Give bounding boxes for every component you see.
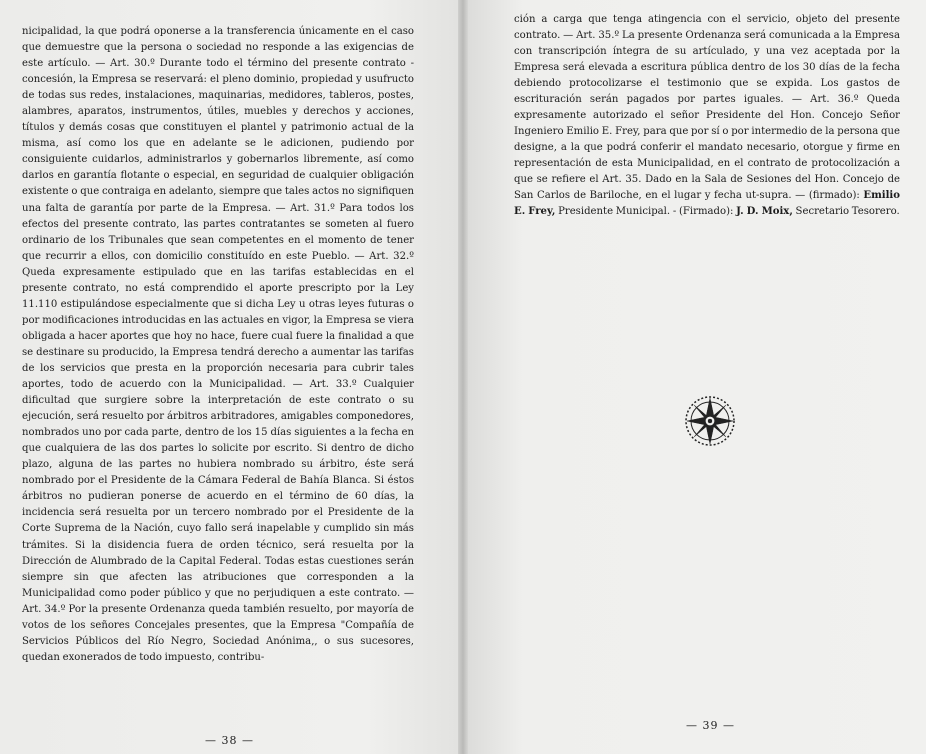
- right-page: [468, 0, 926, 754]
- left-page-number: — 38 —: [205, 734, 254, 747]
- right-page-main-text: ción a carga que tenga atingencia con el servicio, objeto del presente contrato. — Art. 35.º La presente Ordenanza será comunicada a la Empresa con transcripción íntegra de su artículado, y una vez aceptada por la Empresa será elevada a escritura pública dentro de los 30 días de la fecha debiendo protocolizarse el testimonio que se expida. Los gastos de escrituración serán pagados por partes iguales. — Art. 36.º Queda expresamente autorizado el señor Presidente del Hon. Concejo Señor Ingeniero Emilio E. Frey, para que por sí o por intermedio de la persona que designe, a la que podrá conferir el mandato necesario, otorgue y firme en representación de esta Municipalidad, en el contrato de protocolización a que se refiere el Art. 35. Dado en la Sala de Sesiones del Hon. Concejo de San Carlos de Bariloche, en el lugar y fecha ut-supra. — (firmado):: [514, 14, 900, 201]
- left-page: [0, 0, 458, 754]
- signer-2-name: J. D. Moix,: [736, 206, 793, 217]
- signer-2-title: Secretario Tesorero.: [792, 206, 900, 217]
- signer-1-name: Emilio E. Frey,: [514, 190, 900, 217]
- left-page-body-text: nicipalidad, la que podrá oponerse a la transferencia únicamente en el caso que demuestre que la persona o sociedad no responde a las exigencias de este artículo. — Art. 30.º Durante todo el término del presente contrato - concesión, la Empresa se reservará: el pleno dominio, propiedad y usufructo de todas sus redes, instalaciones, maquinarias, medidores, tableros, postes, alambres, aparatos, instrumentos, útiles, muebles y derechos y acciones, títulos y demás cosas que constituyen el plantel y patrimonio actual de la misma, así como los que en adelante se le adicionen, pudiendo por consiguiente cuidarlos, administrarlos y gobernarlos libremente, así como darlos en garantía flotante o especial, en seguridad de cualquier obligación existente o que contraiga en adelanto, siempre que tales actos no signifiquen una falta de garantía por parte de la Empresa. — Art. 31.º Para todos los efectos del presente contrato, las partes contratantes se someten al fuero ordinario de los Tribunales que sean competentes en el momento de tener que recurrir a ellos, con domicilio constituído en este Pueblo. — Art. 32.º Queda expresamente estipulado que en las tarifas establecidas en el presente contrato, no está comprendido el aporte prescripto por la Ley 11.110 estipulándose especialmente que si dicha Ley u otras leyes futuras o por modificaciones introducidas en las actuales en vigor, la Empresa se viera obligada a hacer aportes que hoy no hace, fuere cual fuere la finalidad a que se destinare su producido, la Empresa tendrá derecho a aumentar las tarifas de los servicios que presta en la proporción necesaria para cubrir tales aportes, todo de acuerdo con la Municipalidad. — Art. 33.º Cualquier dificultad que surgiere sobre la interpretación de este contrato o su ejecución, será resuelto por árbitros arbitradores, amigables componedores, nombrados uno por cada parte, dentro de los 15 días siguientes a la fecha en que cualquiera de las dos partes lo solicite por escrito. Si dentro de dicho plazo, alguna de las partes no hubiera nombrado su árbitro, éste será nombrado por el Presidente de la Cámara Federal de Bahía Blanca. Si éstos árbitros no pudieran ponerse de acuerdo en el término de 60 días, la incidencia será resuelta por un tercero nombrado por el Presidente de la Corte Suprema de la Nación, cuyo fallo será inapelable y cumplido sin más trámites. Si la disidencia fuera de orden técnico, será resuelta por la Dirección de Alumbrado de la Capital Federal. Todas estas cuestiones serán siempre sin que afecten las atribuciones que corresponden a la Municipalidad como poder público y que no perjudiquen a este contrato. — Art. 34.º Por la presente Ordenanza queda también resuelto, por mayoría de votos de los señores Concejales presentes, que la Empresa "Compañía de Servicios Públicos del Río Negro, Sociedad Anónima,, o sus sucesores, quedan exonerados de todo impuesto, contribu-: [22, 26, 414, 663]
- right-page-body-text: [514, 12, 900, 220]
- right-page-number: — 39 —: [686, 719, 735, 732]
- compass-rose-ornament-icon: [684, 395, 736, 447]
- signer-1-title: Presidente Municipal. - (Firmado):: [555, 206, 737, 217]
- book-gutter: [458, 0, 468, 754]
